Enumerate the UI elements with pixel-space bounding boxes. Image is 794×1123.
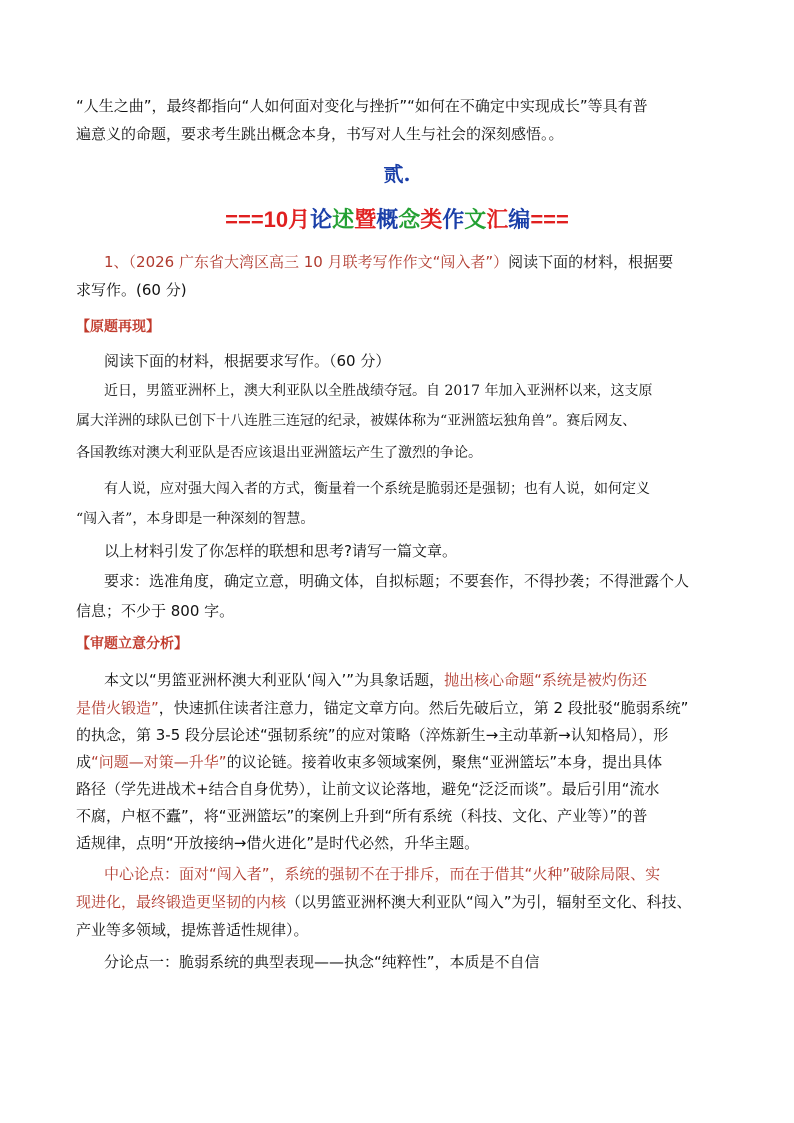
prompt-para2-line2: “闯入者”，本身即是一种深刻的智慧。	[76, 511, 315, 527]
analysis-line-2-a: 是借火锻造”	[76, 699, 159, 717]
analysis-line-7: 适规律，点明“开放接纳→借火进化”是时代必然，升华主题。	[76, 834, 480, 852]
tag-analysis: 【审题立意分析】	[76, 636, 188, 652]
analysis-line-4-c: 的议论链。接着收束多领域案例，聚焦“亚洲篮坛”本身，提出具体	[226, 753, 663, 771]
item-1-line-2: 求写作。(60 分)	[76, 281, 187, 299]
analysis-line-6: 不腐，户枢不蠹”，将“亚洲篮坛”的案例上升到“所有系统（科技、文化、产业等）”的普	[76, 807, 648, 825]
section-title-char: 述	[332, 207, 355, 232]
item-text: 阅读下面的材料，根据要	[508, 253, 674, 271]
tag-original-question: 【原题再现】	[76, 319, 160, 335]
analysis-line-4-a: 成	[76, 753, 92, 771]
item-number: 1、	[104, 253, 129, 271]
thesis-line-1: 中心论点：面对“闯入者”，系统的强韧不在于排斥，而在于借其“火种”破除局限、实	[104, 865, 661, 883]
section-title-char: 月	[288, 207, 311, 232]
thesis-line-2-a: 现进化，最终锻造更坚韧的内核	[76, 893, 287, 911]
item-1-line-1	[104, 252, 754, 272]
section-title-char: 论	[310, 207, 333, 232]
section-title-char: 编	[508, 207, 531, 232]
prompt-requirements-line1: 要求：选准角度，确定立意，明确文体，自拟标题；不要套作，不得抄袭；不得泄露个人	[104, 572, 690, 590]
section-title-char: 文	[464, 207, 487, 232]
thesis-line-2-b: （以男篮亚洲杯澳大利亚队“闯入”为引，辐射至文化、科技、	[286, 893, 692, 911]
section-title-suffix: ===	[530, 207, 569, 232]
prompt-requirements-line2: 信息；不少于 800 字。	[76, 602, 235, 620]
analysis-line-4-b: “问题—对策—升华”	[91, 753, 227, 771]
prompt-para3: 以上材料引发了你怎样的联想和思考?请写一篇文章。	[104, 542, 457, 560]
section-title	[0, 203, 794, 234]
section-title-char: 类	[420, 207, 443, 232]
analysis-line-1	[104, 670, 754, 690]
section-title-char: 念	[398, 207, 421, 232]
intro-line-1: “人生之曲”，最终都指向“人如何面对变化与挫折”“如何在不确定中实现成长”等具有普	[76, 97, 648, 115]
section-number: 贰.	[383, 162, 411, 186]
analysis-line-2-b: ，快速抓住读者注意力，锚定文章方向。然后先破后立，第 2 段批驳“脆弱系统”	[158, 699, 689, 717]
analysis-line-1-b: 抛出核心命题“系统是被灼伤还	[444, 671, 647, 689]
analysis-line-3: 的执念，第 3-5 段分层论述“强韧系统”的应对策略（淬炼新生→主动革新→认知格局），形	[76, 726, 669, 744]
section-title-char: 暨	[354, 207, 377, 232]
section-title-char: 汇	[486, 207, 509, 232]
prompt-instruction: 阅读下面的材料，根据要求写作。（60 分）	[104, 352, 391, 370]
section-title-prefix: ===10	[225, 207, 289, 232]
thesis-line-2	[76, 892, 726, 912]
prompt-para1-line3: 各国教练对澳大利亚队是否应该退出亚洲篮坛产生了激烈的争论。	[76, 445, 482, 461]
subpoint-1: 分论点一：脆弱系统的典型表现——执念“纯粹性”，本质是不自信	[104, 953, 540, 971]
section-title-words	[288, 207, 530, 232]
thesis-line-3: 产业等多领域，提炼普适性规律）。	[76, 921, 309, 939]
item-source: （2026 广东省大湾区高三 10 月联考写作作文“闯入者”）	[128, 253, 509, 271]
prompt-para2-line1: 有人说，应对强大闯入者的方式，衡量着一个系统是脆弱还是强韧；也有人说，如何定义	[104, 481, 650, 497]
analysis-line-4	[76, 752, 726, 772]
section-title-char: 作	[442, 207, 465, 232]
analysis-line-5: 路径（学先进战术+结合自身优势），让前文议论落地，避免“泛泛而谈”。最后引用“流水	[76, 780, 660, 798]
analysis-line-2	[76, 698, 726, 718]
analysis-line-1-a: 本文以“男篮亚洲杯澳大利亚队‘闯入’”为具象话题，	[104, 671, 445, 689]
prompt-para1-line1: 近日，男篮亚洲杯上，澳大利亚队以全胜战绩夺冠。自 2017 年加入亚洲杯以来，这支原	[104, 383, 653, 399]
prompt-para1-line2: 属大洋洲的球队已创下十八连胜三连冠的纪录，被媒体称为“亚洲篮坛独角兽”。赛后网友、	[76, 413, 637, 429]
intro-line-2: 遍意义的命题，要求考生跳出概念本身，书写对人生与社会的深刻感悟。。	[76, 125, 564, 143]
section-title-char: 概	[376, 207, 399, 232]
